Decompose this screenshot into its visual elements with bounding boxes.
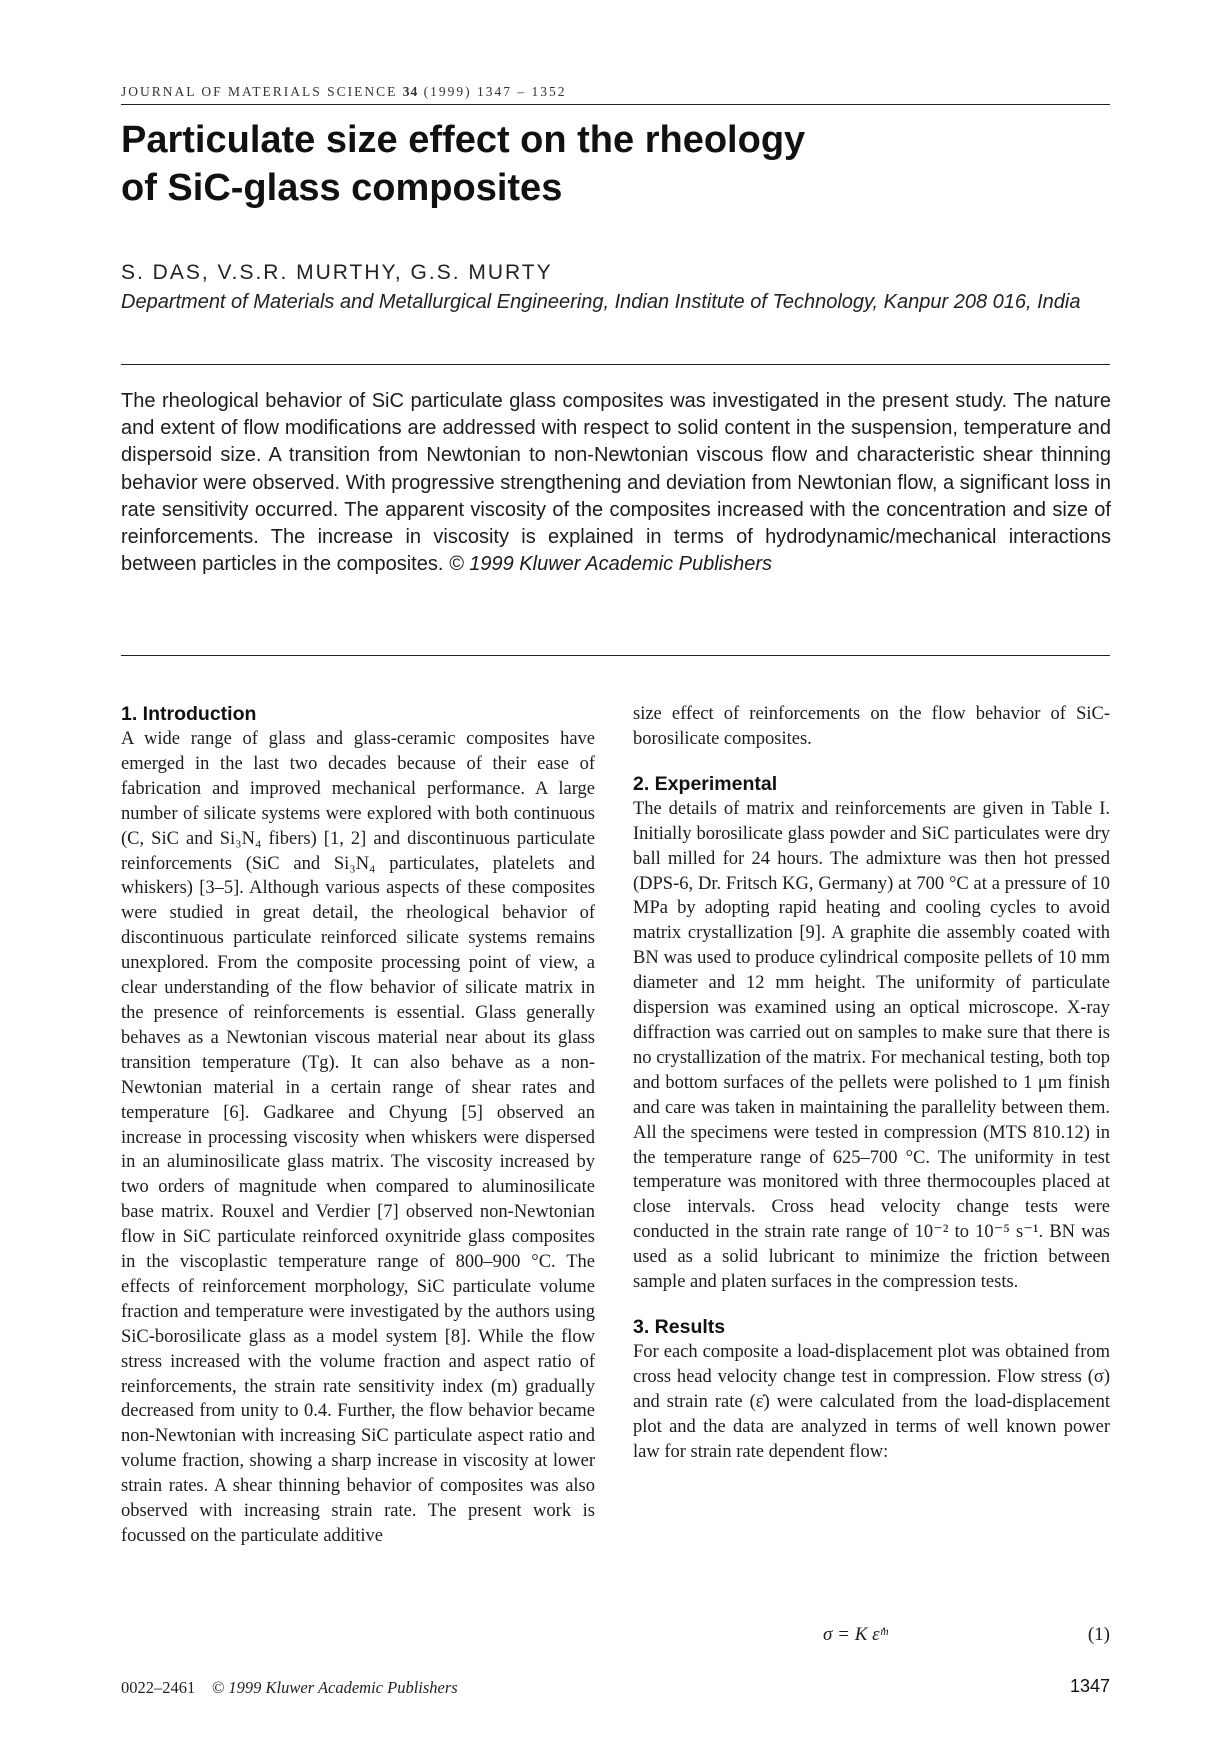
- journal-year-pages: (1999) 1347 – 1352: [423, 84, 567, 99]
- page-number: 1347: [1069, 1676, 1110, 1696]
- section-heading-experimental: 2. Experimental: [633, 772, 778, 795]
- equation-1: [633, 1624, 1110, 1650]
- results-text: For each composite a load-displacement plot was obtained from cross head velocity change test in compression. Flow stress (σ) and strain rate (ε̇) were calculated from the load-displacement plot and the data are analyzed in terms of well known power law for strain rate dependent flow:: [633, 1341, 1110, 1462]
- journal-volume: 34: [402, 84, 419, 99]
- paper-title: [121, 116, 1021, 212]
- experimental-text: The details of matrix and reinforcements are given in Table I. Initially borosilicate glass powder and SiC particulates were dry ball milled for 24 hours. The admixture was then hot pressed (DPS-6, Dr. Fritsch KG, Germany) at 700 °C at a pressure of 10 MPa by adopting rapid heating and cooling cycles to avoid matrix crystallization [9]. A graphite die assembly coated with BN was used to produce cylindrical composite pellets of 10 mm diameter and 12 mm height. The uniformity of particulate dispersion was examined using an optical microscope. X-ray diffraction was carried out on samples to make sure that there is no crystallization of the matrix. For mechanical testing, both top and bottom surfaces of the pellets were polished to 1 μm finish and care was taken in maintaining the parallelity between them. All the specimens were tested in compression (MTS 810.12) in the temperature range of 625–700 °C. The uniformity in test temperature was monitored with three thermocouples placed at close intervals. Cross head velocity change tests were conducted in the strain rate range of 10⁻² to 10⁻⁵ s⁻¹. BN was used as a solid lubricant to minimize the friction between sample and platen surfaces in the compression tests.: [633, 798, 1110, 1293]
- running-head: [121, 84, 1111, 100]
- abstract: [121, 388, 1111, 578]
- right-column: [633, 702, 1110, 1464]
- title-line: Particulate size effect on the rheology: [121, 119, 806, 161]
- introduction-continuation: size effect of reinforcements on the flow behavior of SiC-borosilicate composites.: [633, 704, 1110, 749]
- abstract-text: The rheological behavior of SiC particulate glass composites was investigated in the present study. The nature and extent of flow modifications are addressed with respect to solid content in the suspension, temperature and dispersoid size. A transition from Newtonian to non-Newtonian viscous flow and characteristic shear thinning behavior were observed. With progressive strengthening and deviation from Newtonian flow, a significant loss in rate sensitivity occurred. The apparent viscosity of the composites increased with the concentration and size of reinforcements. The increase in viscosity is explained in terms of hydrodynamic/mechanical interactions between particles in the composites.: [121, 390, 1111, 576]
- section-heading-introduction: 1. Introduction: [121, 703, 257, 725]
- footer-issn: 0022–2461: [121, 1678, 196, 1697]
- equation-number: (1): [1087, 1624, 1110, 1645]
- left-column: [121, 702, 595, 1549]
- abstract-copyright: © 1999 Kluwer Academic Publishers: [448, 553, 773, 576]
- equation-expression: σ = K ε̇ᵐ: [823, 1624, 888, 1645]
- title-line: of SiC-glass composites: [121, 167, 563, 209]
- affiliation: Department of Materials and Metallurgical Engineering, Indian Institute of Technology, Kanpur 208 016, India: [121, 291, 1081, 313]
- footer-publisher: © 1999 Kluwer Academic Publishers: [211, 1678, 458, 1697]
- header-rule: [121, 104, 1110, 105]
- footer-citation: [121, 1678, 458, 1698]
- introduction-text: A wide range of glass and glass-ceramic composites have emerged in the last two decades because of their ease of fabrication and improved mechanical performance. A large number of silicate systems were explored with both continuous (C, SiC and Si₃N₄ fibers) [1, 2] and discontinuous particulate reinforcements (SiC and Si₃N₄ particulates, platelets and whiskers) [3–5]. Although various aspects of these composites were studied in great detail, the rheological behavior of discontinuous particulate reinforced silicate systems remains unexplored. From the composite processing point of view, a clear understanding of the flow behavior of silicate matrix in the presence of reinforcements is essential. Glass generally behaves as a Newtonian viscous material near about its glass transition temperature (Tg). It can also behave as a non-Newtonian material in a certain range of shear rates and temperature [6]. Gadkaree and Chyung [5] observed an increase in processing viscosity when whiskers were dispersed in an aluminosilicate glass matrix. The viscosity increased by two orders of magnitude when compared to aluminosilicate base matrix. Rouxel and Verdier [7] observed non-Newtonian flow in SiC particulate reinforced oxynitride glass composites in the viscoplastic temperature range of 800–900 °C. The effects of reinforcement morphology, SiC particulate volume fraction and temperature were investigated by the authors using SiC-borosilicate glass as a model system [8]. While the flow stress increased with the volume fraction and aspect ratio of reinforcements, the strain rate sensitivity index (m) gradually decreased from unity to 0.4. Further, the flow behavior became non-Newtonian with increasing SiC particulate aspect ratio and volume fraction, showing a sharp increase in viscosity at lower strain rates. A shear thinning behavior of composites was also observed with increasing strain rate. The present work is focussed on the particulate additive: [121, 729, 595, 1546]
- author-list: S. DAS, V.S.R. MURTHY, G.S. MURTY: [121, 261, 553, 284]
- abstract-bottom-rule: [121, 655, 1110, 656]
- section-heading-results: 3. Results: [633, 1315, 726, 1338]
- journal-name: JOURNAL OF MATERIALS SCIENCE: [121, 84, 398, 99]
- abstract-top-rule: [121, 364, 1110, 365]
